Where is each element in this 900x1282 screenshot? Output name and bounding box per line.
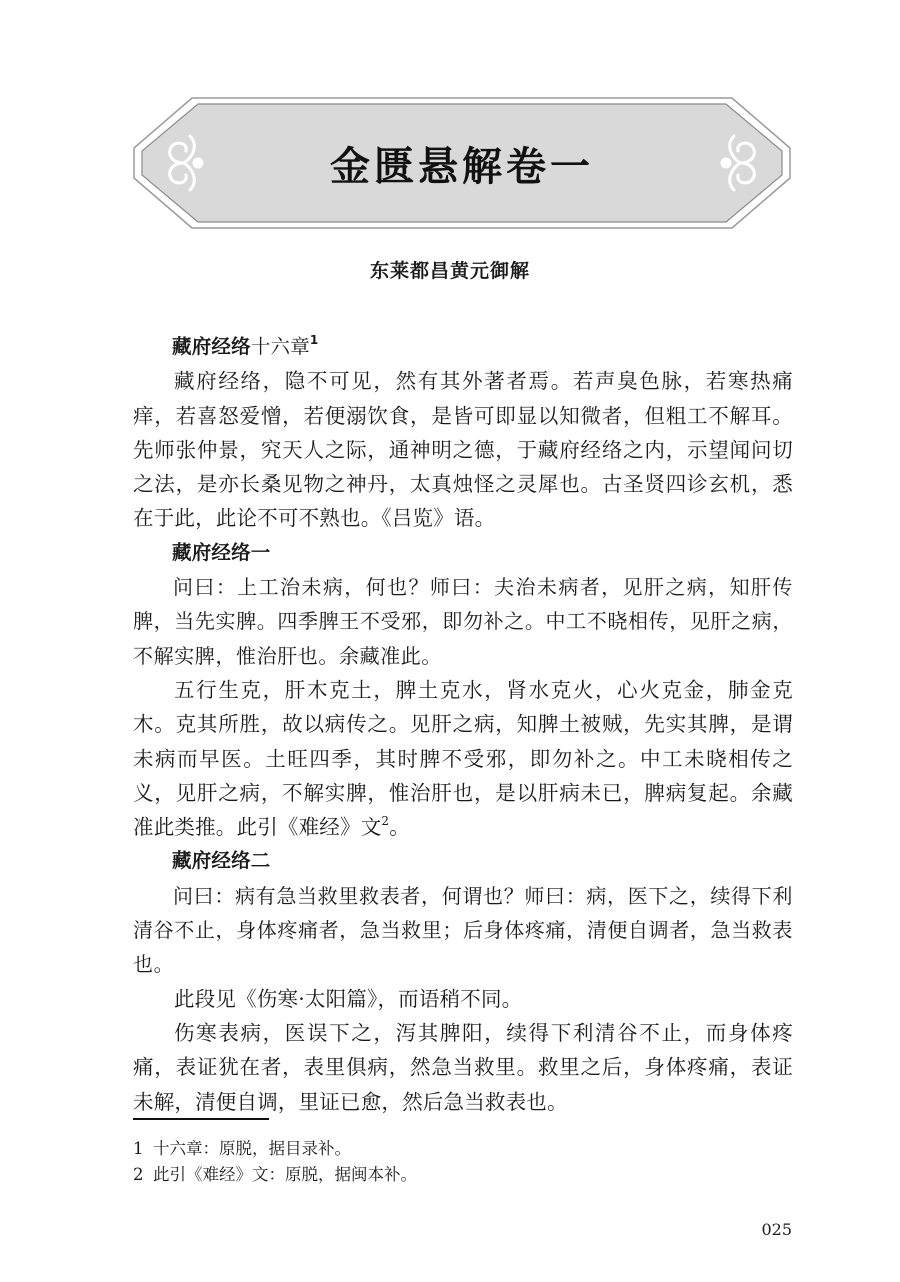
footnote [133, 1162, 793, 1188]
footnote [133, 1136, 793, 1162]
section-heading-plain: 十六章 [250, 335, 310, 358]
chapter-title: 金匮悬解卷一 [330, 142, 594, 190]
original-text-paragraph: 问曰：上工治未病，何也？师曰：夫治未病者，见肝之病，知肝传脾，当先实脾。四季脾王不受邪，即勿补之。中工不晓相传，见肝之病，不解实脾，惟治肝也。余藏准此。 [133, 575, 793, 668]
section-heading: 藏府经络二 [172, 849, 271, 873]
footnote-number: 1 [133, 1139, 144, 1158]
main-text [133, 330, 793, 1119]
footnote-number: 2 [133, 1165, 144, 1184]
section-heading-text: 藏府经络 [172, 335, 251, 358]
commentary-paragraph: 此段见《伤寒·太阳篇》，而语稍不同。 [174, 986, 523, 1011]
commentary-paragraph [133, 673, 793, 844]
page-number: 025 [761, 1220, 792, 1239]
author-line: 东莱都昌黄元御解 [369, 260, 530, 282]
footnote-divider [133, 1118, 269, 1120]
commentary-end: 。 [389, 815, 410, 840]
footnote-ref: 2 [381, 814, 390, 829]
commentary-paragraph: 伤寒表病，医误下之，泻其脾阳，续得下利清谷不止，而身体疼痛，表证犹在者，表里俱病，然急当救里。救里之后，身体疼痛，表证未解，清便自调，里证已愈，然后急当救表也。 [133, 1020, 793, 1114]
footnote-ref: 1 [309, 333, 319, 347]
footnote-text: 此引《难经》文：原脱，据闽本补。 [153, 1165, 417, 1184]
chapter-title-banner [132, 96, 792, 230]
original-text-paragraph: 问曰：病有急当救里救表者，何谓也？师曰：病，医下之，续得下利清谷不止，身体疼痛者，急当救里；后身体疼痛，清便自调者，急当救表也。 [133, 883, 793, 977]
section-heading [133, 330, 793, 364]
footnotes [133, 1136, 793, 1188]
footnote-text: 十六章：原脱，据目录补。 [153, 1139, 351, 1158]
section-heading: 藏府经络一 [172, 540, 271, 564]
commentary-text: 五行生克，肝木克土，脾土克水，肾水克火，心火克金，肺金克木。克其所胜，故以病传之。见肝之病，知脾土被贼，先实其脾，是谓未病而早医。土旺四季，其时脾不受邪，即勿补之。中工未晓相传之义，见肝之病，不解实脾，惟治肝也，是以肝病未已，脾病复起。余藏准此类推。此引《难经》文 [133, 677, 793, 840]
commentary-paragraph: 藏府经络，隐不可见，然有其外著者焉。若声臭色脉，若寒热痛痒，若喜怒爱憎，若便溺饮食，是皆可即显以知微者，但粗工不解耳。先师张仲景，究天人之际，通神明之德，于藏府经络之内，示望闻问切之法，是亦长桑见物之神丹，太真烛怪之灵犀也。古圣贤四诊玄机，悉在于此，此论不可不熟也。《吕览》语。 [133, 369, 793, 531]
